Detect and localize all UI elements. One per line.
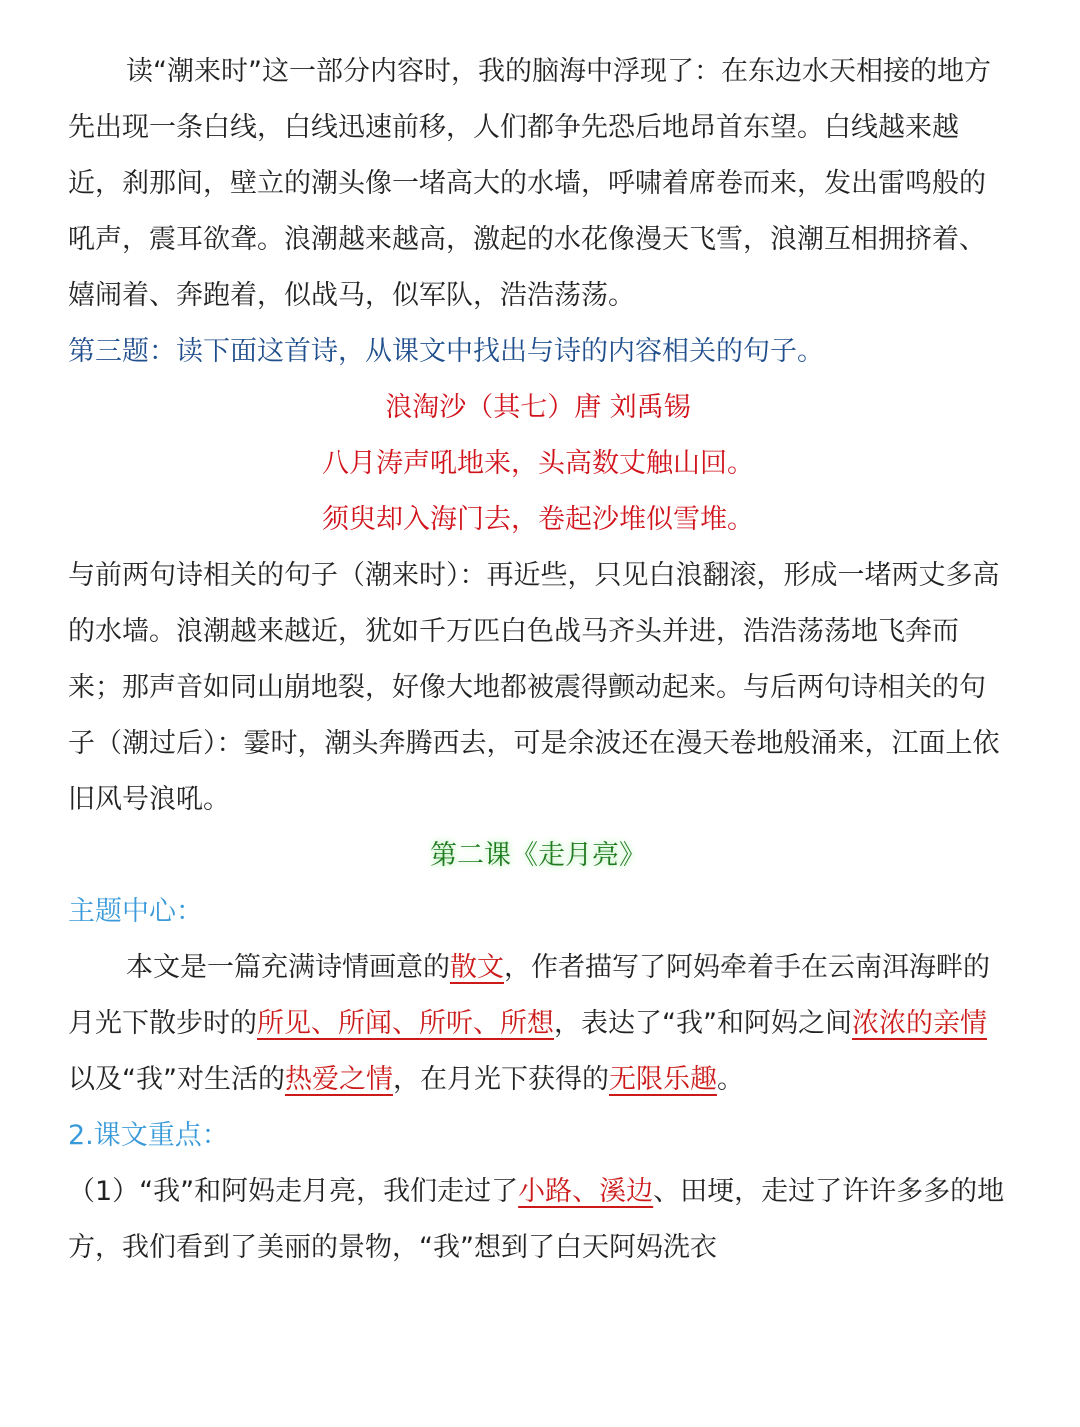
- poem-line-1: 八月涛声吼地来，头高数丈触山回。: [322, 448, 754, 479]
- theme-heading: 主题中心：: [68, 896, 203, 927]
- theme-text: ，作者描写了阿妈牵着手在云南洱海畔的月光下散步时的: [68, 952, 990, 1039]
- theme-text: 以及“我”对生活的: [68, 1064, 285, 1095]
- paragraph-related-sentences: 与前两句诗相关的句子（潮来时）：再近些，只见白浪翻滚，形成一堵两丈多高的水墙。浪潮越来越近，犹如千万匹白色战马齐头并进，浩浩荡荡地飞奔而来；那声音如同山崩地裂，好像大地都被震得颤动起来。与后两句诗相关的句子（潮过后）：霎时，潮头奔腾西去，可是余波还在漫天卷地般涌来，江面上依旧风号浪吼。: [68, 560, 1000, 815]
- question-3-heading: 第三题：读下面这首诗，从课文中找出与诗的内容相关的句子。: [68, 336, 824, 367]
- key-points-heading: 2.课文重点：: [68, 1120, 229, 1151]
- key-point-text: （1）“我”和阿妈走月亮，我们走过了: [68, 1176, 519, 1207]
- lesson-title: 第二课《走月亮》: [430, 840, 646, 871]
- poem-title: 浪淘沙（其七）唐 刘禹锡: [385, 392, 691, 423]
- key-point-text: 、田埂，走过了许许多多的地方，我们看到了美丽的景物，“我”想到了白天阿妈洗衣: [68, 1176, 1005, 1263]
- document-page: [68, 44, 1008, 1276]
- highlight-keyword: 小路、溪边: [518, 1176, 654, 1207]
- theme-text: 。: [716, 1064, 744, 1095]
- key-point-1: [68, 1164, 1008, 1276]
- highlight-keyword: 浓浓的亲情: [851, 1008, 987, 1039]
- poem-line-2: 须臾却入海门去，卷起沙堆似雪堆。: [322, 504, 754, 535]
- theme-text: 本文是一篇充满诗情画意的: [126, 952, 450, 983]
- highlight-keyword: 无限乐趣: [608, 1064, 717, 1095]
- theme-paragraph: [68, 940, 1008, 1108]
- paragraph-chao-lai-shi: 读“潮来时”这一部分内容时，我的脑海中浮现了：在东边水天相接的地方先出现一条白线，白线迅速前移，人们都争先恐后地昂首东望。白线越来越近，刹那间，壁立的潮头像一堵高大的水墙，呼啸着席卷而来，发出雷鸣般的吼声，震耳欲聋。浪潮越来越高，激起的水花像漫天飞雪，浪潮互相拥挤着、嬉闹着、奔跑着，似战马，似军队，浩浩荡荡。: [68, 56, 991, 311]
- highlight-keyword: 热爱之情: [284, 1064, 393, 1095]
- highlight-keyword: 散文: [450, 952, 504, 983]
- theme-text: ，在月光下获得的: [392, 1064, 609, 1095]
- highlight-keyword: 所见、所闻、所听、所想: [257, 1008, 554, 1039]
- theme-text: ，表达了“我”和阿妈之间: [554, 1008, 852, 1039]
